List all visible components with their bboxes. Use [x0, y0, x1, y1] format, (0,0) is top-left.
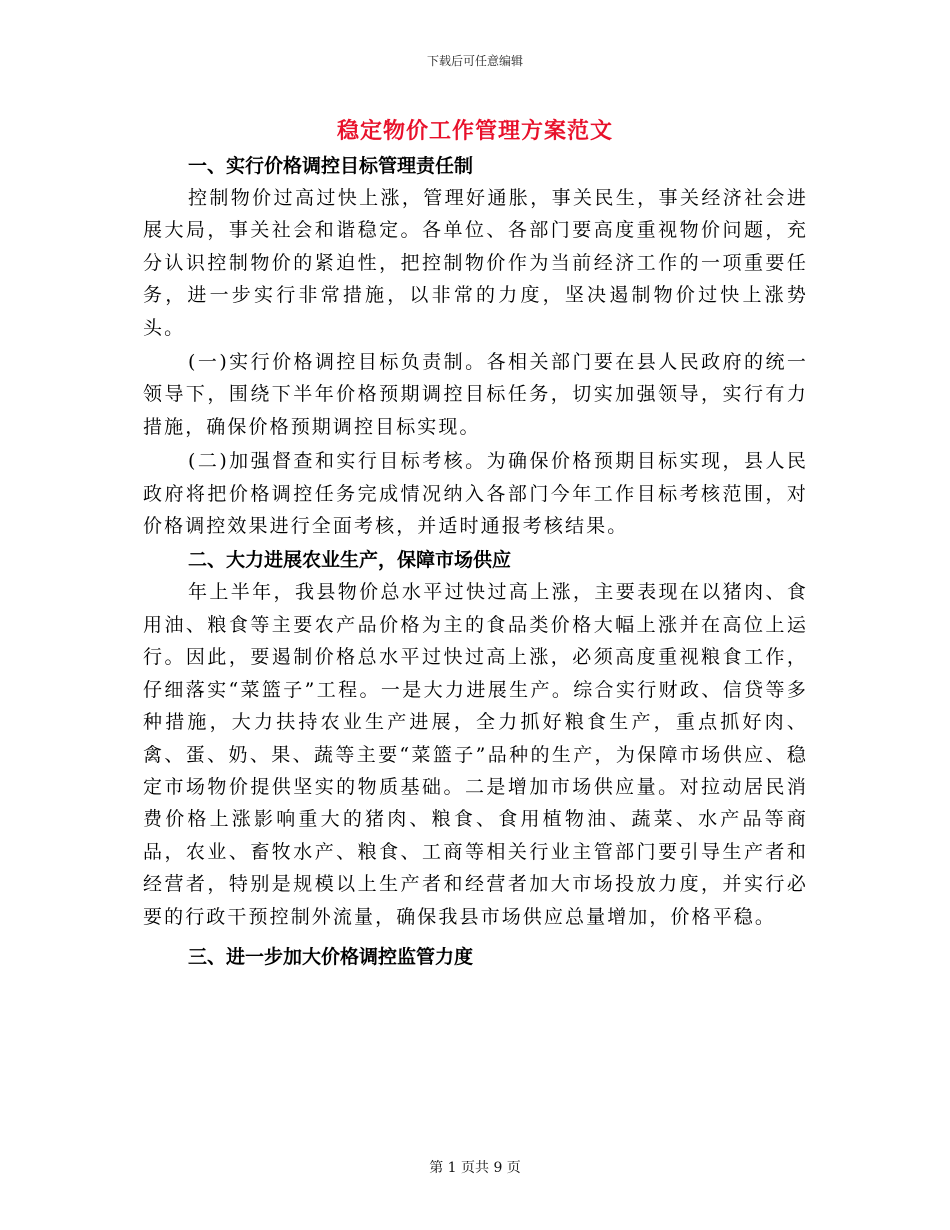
paragraph: (一)实行价格调控目标负责制。各相关部门要在县人民政府的统一领导下，围绕下半年价格预期调控目标任务，切实加强领导，实行有力措施，确保价格预期调控目标实现。: [143, 351, 808, 438]
section-2: [143, 544, 808, 932]
page-footer: 第 1 页共 9 页: [429, 1160, 521, 1176]
header-note: 下载后可任意编辑: [426, 54, 523, 68]
section-1: [143, 150, 808, 542]
section-3: [143, 941, 808, 973]
paragraph: 控制物价过高过快上涨，管理好通胀，事关民生，事关经济社会进展大局，事关社会和谐稳定。各单位、各部门要高度重视物价问题，充分认识控制物价的紧迫性，把控制物价作为当前经济工作的一项重要任务，进一步实行非常措施，以非常的力度，坚决遏制物价过快上涨势头。: [143, 187, 808, 339]
section-heading: 一、实行价格调控目标管理责任制: [188, 155, 474, 177]
document-title: 稳定物价工作管理方案范文: [336, 118, 613, 144]
section-heading: 三、进一步加大价格调控监管力度: [188, 945, 474, 968]
document-body: [143, 150, 808, 973]
paragraph: 年上半年，我县物价总水平过快过高上涨，主要表现在以猪肉、食用油、粮食等主要农产品价格为主的食品类价格大幅上涨并在高位上运行。因此，要遏制价格总水平过快过高上涨，必须高度重视粮食工作，仔细落实“菜篮子”工程。一是大力进展生产。综合实行财政、信贷等多种措施，大力扶持农业生产进展，全力抓好粮食生产，重点抓好肉、禽、蛋、奶、果、蔬等主要“菜篮子”品种的生产，为保障市场供应、稳定市场物价提供坚实的物质基础。二是增加市场供应量。对拉动居民消费价格上涨影响重大的猪肉、粮食、食用植物油、蔬菜、水产品等商品，农业、畜牧水产、粮食、工商等相关行业主管部门要引导生产者和经营者，特别是规模以上生产者和经营者加大市场投放力度，并实行必要的行政干预控制外流量，确保我县市场供应总量增加，价格平稳。: [143, 581, 808, 928]
section-heading: 二、大力进展农业生产，保障市场供应: [188, 549, 512, 572]
paragraph: (二)加强督查和实行目标考核。为确保价格预期目标实现，县人民政府将把价格调控任务完成情况纳入各部门今年工作目标考核范围，对价格调控效果进行全面考核，并适时通报考核结果。: [143, 450, 808, 538]
